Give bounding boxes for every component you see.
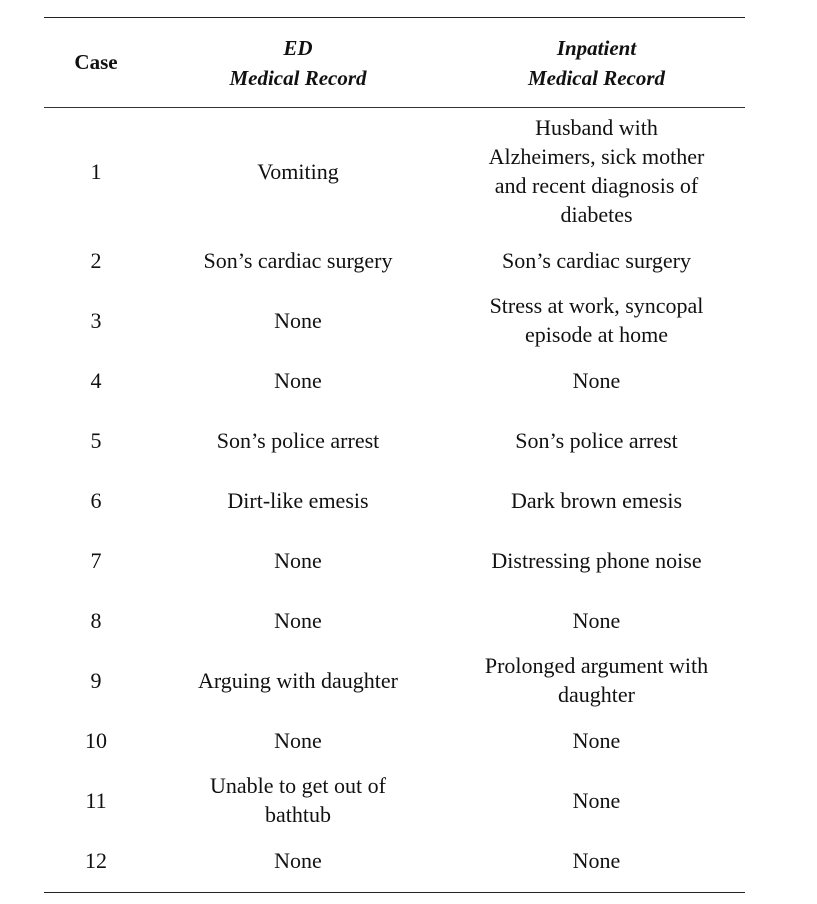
- case-number-cell: 1: [90, 158, 102, 184]
- inpatient-record-cell: [448, 366, 745, 395]
- table-row: [44, 112, 745, 230]
- ed-record-cell-line: None: [274, 607, 322, 633]
- inpatient-record-cell: [448, 246, 745, 275]
- header-ed-medical-record: [148, 33, 448, 93]
- inpatient-record-cell: [448, 786, 745, 815]
- ed-record-cell-line: None: [274, 727, 322, 753]
- ed-record-cell-line: None: [274, 547, 322, 573]
- header-inpatient-line-2: Medical Record: [527, 65, 666, 90]
- inpatient-record-cell-line: Distressing phone noise: [491, 547, 702, 573]
- inpatient-record-cell: [448, 291, 745, 349]
- inpatient-record-cell-line: Alzheimers, sick mother: [488, 144, 705, 169]
- inpatient-record-cell-line: Prolonged argument with: [484, 653, 709, 678]
- ed-record-cell-line: Son’s police arrest: [216, 427, 380, 453]
- ed-record-cell-line: Son’s cardiac surgery: [203, 247, 393, 273]
- header-inpatient-line-1: Inpatient: [556, 35, 637, 60]
- inpatient-record-cell-line: None: [572, 607, 621, 633]
- inpatient-record-cell-line: None: [572, 847, 621, 873]
- header-ed-line-1: ED: [283, 35, 313, 60]
- inpatient-record-cell-line: Stress at work, syncopal: [489, 293, 704, 318]
- case-number-cell: 3: [90, 307, 102, 333]
- ed-record-cell-line: None: [274, 307, 322, 333]
- inpatient-record-cell-line: None: [572, 727, 621, 753]
- ed-record-cell: [148, 771, 448, 829]
- case-number-cell: 5: [90, 427, 102, 453]
- table-row: [44, 770, 745, 830]
- ed-record-cell: [148, 366, 448, 395]
- table-row: [44, 830, 745, 890]
- ed-record-cell: [148, 246, 448, 275]
- ed-record-cell: [148, 486, 448, 515]
- inpatient-record-cell-line: Husband with: [535, 115, 658, 140]
- header-inpatient-medical-record: [448, 33, 745, 93]
- comparison-table: [44, 17, 745, 893]
- inpatient-record-cell-line: daughter: [558, 682, 635, 707]
- case-number-cell: 6: [90, 487, 102, 513]
- table-row: [44, 230, 745, 290]
- inpatient-record-cell-line: None: [572, 367, 621, 393]
- ed-record-cell-line: Arguing with daughter: [197, 667, 398, 693]
- inpatient-record-cell: [448, 846, 745, 875]
- table-row: [44, 710, 745, 770]
- case-number-cell: 9: [90, 667, 102, 693]
- table-row: [44, 290, 745, 350]
- table-row: [44, 410, 745, 470]
- inpatient-record-cell: [448, 651, 745, 709]
- case-number-cell: 7: [90, 547, 102, 573]
- ed-record-cell-line: None: [274, 847, 322, 873]
- inpatient-record-cell-line: Dark brown emesis: [510, 487, 683, 513]
- ed-record-cell: [148, 606, 448, 635]
- table-row: [44, 650, 745, 710]
- inpatient-record-cell: [448, 606, 745, 635]
- ed-record-cell: [148, 157, 448, 186]
- ed-record-cell-line: Dirt-like emesis: [227, 487, 369, 513]
- inpatient-record-cell: [448, 113, 745, 229]
- case-number-cell: 10: [85, 727, 107, 753]
- table-bottom-rule: [44, 892, 745, 893]
- inpatient-record-cell-line: Son’s cardiac surgery: [502, 247, 691, 273]
- table-row: [44, 530, 745, 590]
- table-row: [44, 590, 745, 650]
- inpatient-record-cell-line: None: [572, 787, 621, 813]
- ed-record-cell: [148, 846, 448, 875]
- case-number-cell: 4: [90, 367, 102, 393]
- inpatient-record-cell-line: episode at home: [525, 322, 668, 347]
- table-header: [44, 18, 745, 107]
- header-case: Case: [74, 50, 118, 74]
- table-row: [44, 470, 745, 530]
- ed-record-cell: [148, 546, 448, 575]
- inpatient-record-cell: [448, 486, 745, 515]
- ed-record-cell: [148, 306, 448, 335]
- inpatient-record-cell-line: Son’s police arrest: [515, 427, 678, 453]
- header-ed-line-2: Medical Record: [229, 65, 367, 90]
- table-body: [44, 108, 745, 892]
- case-number-cell: 2: [90, 247, 102, 273]
- ed-record-cell-line: Vomiting: [257, 158, 339, 184]
- ed-record-cell: [148, 426, 448, 455]
- inpatient-record-cell: [448, 426, 745, 455]
- inpatient-record-cell: [448, 546, 745, 575]
- case-number-cell: 11: [85, 787, 107, 813]
- ed-record-cell-line: None: [274, 367, 322, 393]
- ed-record-cell-line: bathtub: [265, 802, 331, 827]
- table-row: [44, 350, 745, 410]
- inpatient-record-cell-line: diabetes: [560, 202, 633, 227]
- ed-record-cell-line: Unable to get out of: [210, 773, 386, 798]
- ed-record-cell: [148, 666, 448, 695]
- inpatient-record-cell: [448, 726, 745, 755]
- inpatient-record-cell-line: and recent diagnosis of: [494, 173, 699, 198]
- case-number-cell: 12: [85, 847, 107, 873]
- ed-record-cell: [148, 726, 448, 755]
- case-number-cell: 8: [90, 607, 102, 633]
